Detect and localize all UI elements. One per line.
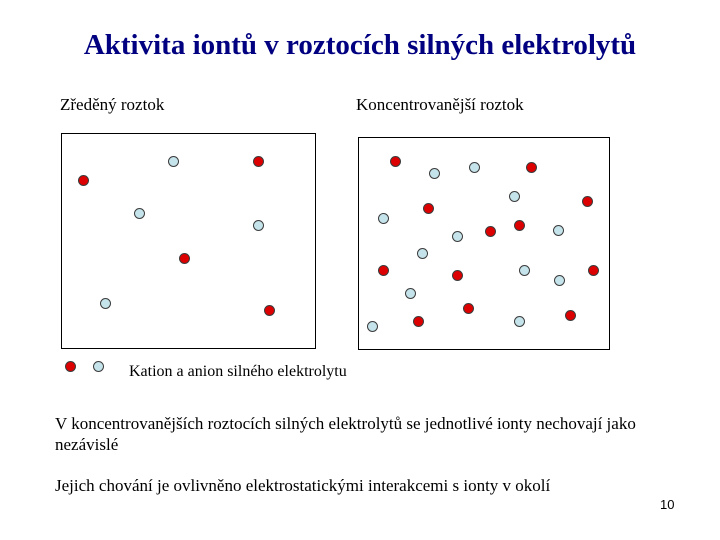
cation-particle <box>390 156 401 167</box>
anion-particle <box>417 248 428 259</box>
anion-particle <box>168 156 179 167</box>
cation-particle <box>588 265 599 276</box>
anion-particle <box>367 321 378 332</box>
anion-particle <box>514 316 525 327</box>
slide-title: Aktivita iontů v roztocích silných elektrolytů <box>83 29 637 61</box>
cation-particle <box>179 253 190 264</box>
explanation-paragraph: Jejich chování je ovlivněno elektrostatickými interakcemi s ionty v okolí <box>55 476 551 495</box>
anion-particle <box>509 191 520 202</box>
cation-particle <box>463 303 474 314</box>
cation-particle <box>423 203 434 214</box>
page-number: 10 <box>660 497 675 512</box>
anion-particle <box>134 208 145 219</box>
concentrated-solution-box <box>358 137 610 350</box>
cation-particle <box>582 196 593 207</box>
cation-particle <box>378 265 389 276</box>
anion-particle <box>553 225 564 236</box>
cation-particle <box>485 226 496 237</box>
legend-cation-marker <box>65 361 76 372</box>
cation-particle <box>565 310 576 321</box>
anion-particle <box>378 213 389 224</box>
anion-particle <box>100 298 111 309</box>
anion-particle <box>253 220 264 231</box>
anion-particle <box>554 275 565 286</box>
anion-particle <box>429 168 440 179</box>
cation-particle <box>526 162 537 173</box>
cation-particle <box>253 156 264 167</box>
cation-particle <box>514 220 525 231</box>
dilute-solution-label: Zředěný roztok <box>60 95 165 114</box>
cation-particle <box>452 270 463 281</box>
anion-particle <box>405 288 416 299</box>
explanation-paragraph: V koncentrovanějších roztocích silných elektrolytů se jednotlivé ionty nechovají jako nezávislé <box>55 414 636 454</box>
anion-particle <box>452 231 463 242</box>
cation-particle <box>264 305 275 316</box>
anion-particle <box>469 162 480 173</box>
anion-particle <box>519 265 530 276</box>
dilute-solution-box <box>61 133 316 349</box>
cation-particle <box>413 316 424 327</box>
concentrated-solution-label: Koncentrovanější roztok <box>356 95 524 114</box>
cation-particle <box>78 175 89 186</box>
legend-anion-marker <box>93 361 104 372</box>
legend-label: Kation a anion silného elektrolytu <box>129 363 347 380</box>
